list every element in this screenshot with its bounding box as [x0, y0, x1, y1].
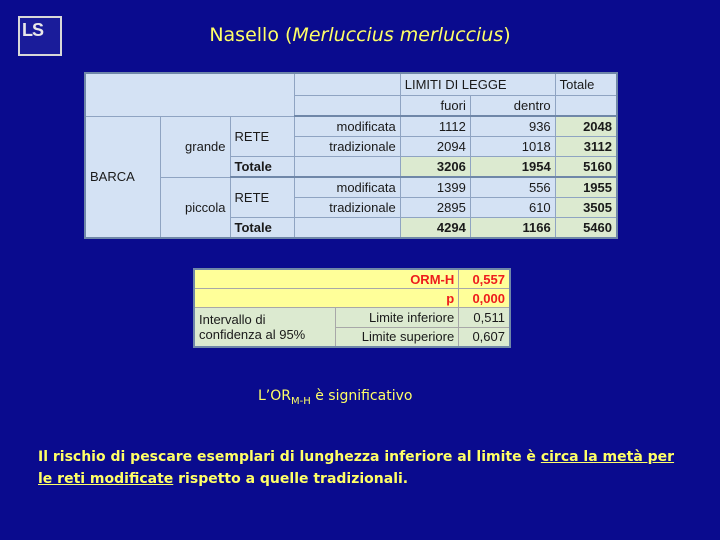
header-limiti: LIMITI DI LEGGE: [400, 73, 555, 96]
empty-header-cell: [555, 96, 617, 117]
cell-fuori: 2094: [400, 137, 470, 157]
orm-value: 0,557: [459, 269, 510, 289]
significance-note: [258, 388, 412, 407]
conclusion-part-2: rispetto a quelle tradizionali.: [173, 471, 409, 487]
row-label-rete: RETE: [230, 116, 295, 157]
cell-totale: 2048: [555, 116, 617, 137]
slide-title: [0, 24, 720, 46]
ci-label: [194, 308, 335, 347]
row-label-total: Totale: [230, 157, 295, 178]
cell-dentro: 1018: [470, 137, 555, 157]
header-totale: Totale: [555, 73, 617, 96]
row-type: modificata: [295, 116, 401, 137]
significance-subscript: M-H: [291, 395, 311, 407]
conclusion-text: [38, 446, 688, 490]
lower-limit-label: Limite inferiore: [335, 308, 459, 327]
cell-dentro: 936: [470, 116, 555, 137]
title-prefix: Nasello (: [209, 24, 293, 46]
cell-fuori-total: 4294: [400, 218, 470, 239]
cell-dentro: 556: [470, 177, 555, 198]
ci-label-line-1: Intervallo di: [199, 312, 266, 328]
significance-suffix: è significativo: [310, 388, 413, 404]
title-scientific-name: Merluccius merluccius: [292, 24, 504, 46]
p-label: p: [194, 289, 459, 308]
orm-label: ORM-H: [194, 269, 459, 289]
conclusion-part-1: Il rischio di pescare esemplari di lunghezza inferiore al limite è: [38, 449, 541, 465]
cell-fuori: 1399: [400, 177, 470, 198]
empty-cell: [295, 218, 401, 239]
row-type: tradizionale: [295, 198, 401, 218]
row-label-rete: RETE: [230, 177, 295, 218]
cell-dentro-total: 1954: [470, 157, 555, 178]
cell-dentro-total: 1166: [470, 218, 555, 239]
title-suffix: ): [503, 24, 511, 46]
cell-fuori: 2895: [400, 198, 470, 218]
cell-grand-total: 5460: [555, 218, 617, 239]
upper-limit-label: Limite superiore: [335, 327, 459, 347]
row-label-grande: grande: [161, 116, 230, 177]
cell-totale: 3112: [555, 137, 617, 157]
cell-totale: 1955: [555, 177, 617, 198]
cell-fuori: 1112: [400, 116, 470, 137]
header-fuori: fuori: [400, 96, 470, 117]
row-label-total: Totale: [230, 218, 295, 239]
logo-mark: LS: [22, 20, 44, 40]
ci-label-line-2: confidenza al 95%: [199, 327, 306, 343]
cell-totale: 3505: [555, 198, 617, 218]
upper-limit-value: 0,607: [459, 327, 510, 347]
significance-prefix: L’OR: [258, 388, 291, 404]
contingency-table: [84, 72, 618, 239]
empty-header-cell: [85, 73, 295, 116]
empty-cell: [295, 157, 401, 178]
conclusion-underlined: circa la metà per le reti modificate: [38, 449, 675, 487]
cell-dentro: 610: [470, 198, 555, 218]
empty-header-cell: [295, 96, 401, 117]
row-label-barca: BARCA: [85, 116, 161, 238]
row-type: tradizionale: [295, 137, 401, 157]
row-type: modificata: [295, 177, 401, 198]
p-value: 0,000: [459, 289, 510, 308]
cell-fuori-total: 3206: [400, 157, 470, 178]
header-dentro: dentro: [470, 96, 555, 117]
stats-table: [193, 268, 511, 348]
lower-limit-value: 0,511: [459, 308, 510, 327]
row-label-piccola: piccola: [161, 177, 230, 238]
empty-header-cell: [295, 73, 401, 96]
cell-grand-total: 5160: [555, 157, 617, 178]
